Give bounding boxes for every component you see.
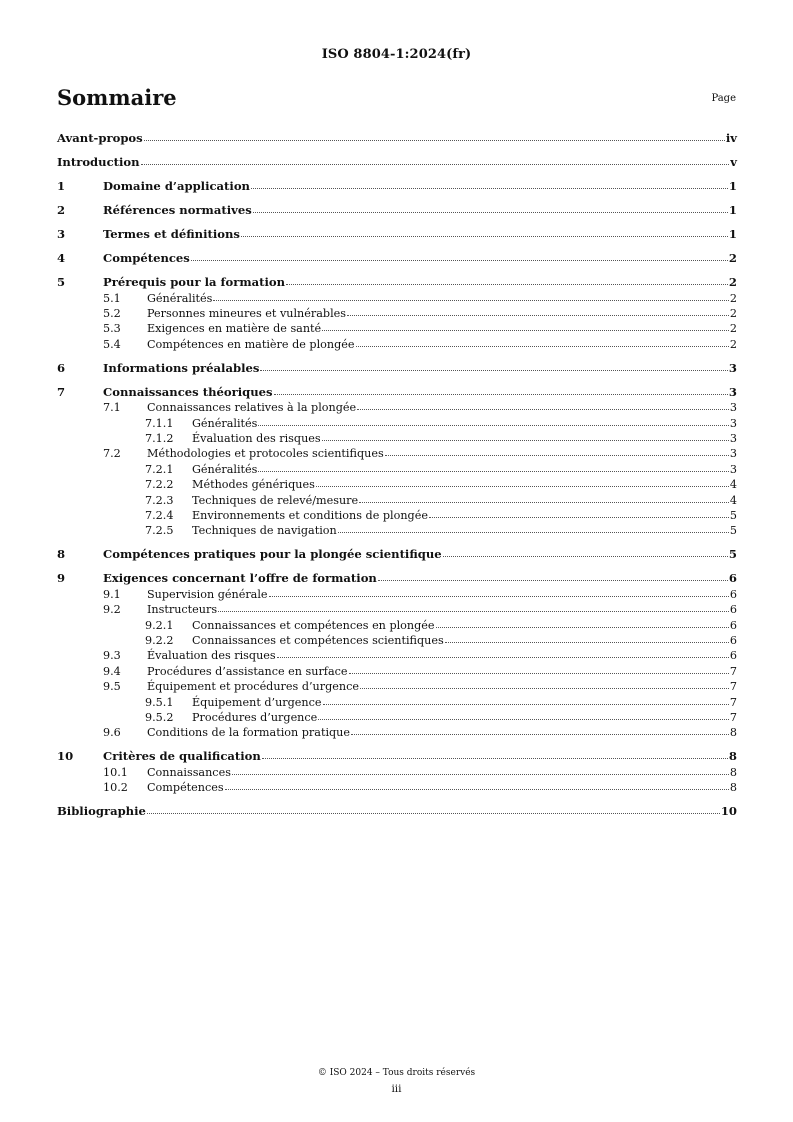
toc-entry-page[interactable]: 2	[729, 322, 737, 336]
dot-leader	[191, 259, 728, 261]
toc-entry-title[interactable]: Informations préalables	[103, 360, 260, 375]
toc-entry-page[interactable]: 3	[729, 401, 737, 415]
toc-entry[interactable]	[57, 493, 737, 508]
page-column-label: Page	[711, 93, 736, 104]
toc-entry-number: 8	[57, 547, 66, 562]
toc-entry-number: 5.1	[103, 291, 121, 305]
toc-entry-number: 9	[57, 571, 66, 586]
toc-entry-number: 7.2.4	[145, 508, 174, 522]
toc-entry-title[interactable]: Équipement et procédures d’urgence	[147, 680, 359, 694]
toc-entry-title[interactable]: Procédures d’urgence	[192, 711, 318, 725]
dot-leader	[316, 485, 729, 487]
toc-entry-page[interactable]: 1	[728, 179, 737, 193]
toc-entry-title[interactable]: Domaine d’application	[103, 179, 250, 193]
toc-entry[interactable]	[57, 306, 737, 321]
toc-entry[interactable]	[57, 361, 737, 377]
toc-entry-page[interactable]: 6	[729, 587, 737, 601]
toc-entry[interactable]	[57, 679, 737, 694]
toc-entry-title[interactable]: Compétences	[147, 781, 224, 795]
toc-entry-page[interactable]: 1	[728, 203, 737, 217]
toc-entry-title[interactable]: Compétences pratiques pour la plongée scientifique	[103, 547, 442, 562]
dot-leader	[378, 579, 728, 581]
toc-entry-title[interactable]: Techniques de relevé/mesure	[192, 493, 359, 507]
toc-entry[interactable]	[57, 446, 737, 461]
toc-entry-page[interactable]: 2	[729, 337, 737, 351]
toc-entry-title[interactable]: Instructeurs	[147, 603, 218, 617]
toc-entry-number: 3	[57, 227, 66, 241]
dot-leader	[274, 393, 728, 395]
toc-entry-page[interactable]: 2	[728, 275, 737, 289]
toc-entry-page[interactable]: 6	[729, 634, 737, 647]
dot-leader	[258, 424, 728, 426]
toc-entry-number: 9.4	[103, 664, 121, 678]
dot-leader	[429, 516, 729, 518]
toc-entry[interactable]	[57, 780, 737, 795]
toc-entry-number: 9.2	[103, 603, 121, 617]
page-title: Sommaire	[57, 85, 177, 110]
dot-leader	[277, 656, 729, 658]
toc-entry-title[interactable]: Connaissances et compétences scientifiques	[192, 634, 444, 647]
toc-entry-number: 7.1.2	[145, 431, 174, 445]
toc-entry[interactable]	[57, 571, 737, 587]
toc-entry-page[interactable]: 6	[729, 603, 737, 617]
toc-entry-number: 5.2	[103, 306, 121, 320]
toc-entry-page[interactable]: 3	[729, 447, 737, 461]
toc-entry[interactable]	[57, 633, 737, 648]
toc-entry-page[interactable]: 3	[728, 360, 737, 375]
table-of-contents	[57, 131, 737, 820]
toc-entry-number: 9.1	[103, 587, 121, 601]
toc-entry-title[interactable]: Bibliographie	[57, 804, 146, 819]
toc-entry-number: 9.5.1	[145, 695, 174, 709]
toc-entry-title[interactable]: Évaluation des risques	[147, 649, 276, 663]
dot-leader	[213, 299, 728, 301]
dot-leader	[443, 555, 728, 557]
toc-entry[interactable]	[57, 462, 737, 477]
toc-entry-title[interactable]: Équipement d’urgence	[192, 695, 322, 709]
toc-entry[interactable]	[57, 695, 737, 710]
dot-leader	[232, 773, 729, 775]
toc-entry[interactable]	[57, 664, 737, 679]
dot-leader	[347, 314, 729, 316]
toc-entry-page[interactable]: 8	[728, 749, 737, 764]
dot-leader	[147, 812, 720, 814]
toc-entry[interactable]	[57, 765, 737, 780]
toc-entry[interactable]	[57, 385, 737, 401]
toc-entry-title[interactable]: Connaissances relatives à la plongée	[147, 401, 357, 415]
toc-entry-page[interactable]: 4	[729, 478, 737, 492]
dot-leader	[385, 454, 729, 456]
dot-leader	[262, 757, 728, 759]
toc-entry-title[interactable]: Exigences en matière de santé	[147, 322, 322, 336]
toc-entry-title[interactable]: Généralités	[192, 462, 258, 476]
dot-leader	[225, 788, 729, 790]
toc-entry-title[interactable]: Connaissances et compétences en plongée	[192, 618, 435, 632]
dot-leader	[322, 329, 729, 331]
page-number: iii	[391, 1083, 402, 1095]
toc-entry-page[interactable]: 6	[729, 618, 737, 632]
toc-entry-number: 5.3	[103, 322, 121, 336]
toc-entry-title[interactable]: Compétences	[103, 251, 190, 265]
toc-entry[interactable]	[57, 602, 737, 617]
toc-entry-number: 9.5.2	[145, 711, 174, 725]
toc-entry-page[interactable]: 7	[729, 680, 737, 694]
toc-entry-page[interactable]: 7	[729, 664, 737, 678]
toc-entry-number: 7.2.1	[145, 462, 174, 476]
toc-entry-page[interactable]: 3	[729, 416, 737, 430]
toc-entry[interactable]	[57, 648, 737, 663]
toc-entry[interactable]	[57, 400, 737, 415]
toc-entry[interactable]	[57, 547, 737, 563]
toc-entry-title[interactable]: Procédures d’assistance en surface	[147, 664, 348, 678]
dot-leader	[269, 595, 729, 597]
document-id: ISO 8804-1:2024(fr)	[321, 47, 472, 62]
toc-entry[interactable]	[57, 804, 737, 820]
toc-entry[interactable]	[57, 725, 737, 740]
copyright-footer: © ISO 2024 – Tous droits réservés	[317, 1068, 476, 1078]
toc-entry[interactable]	[57, 710, 737, 725]
toc-entry-title[interactable]: Critères de qualification	[103, 749, 261, 764]
toc-entry[interactable]	[57, 251, 737, 267]
toc-entry-title[interactable]: Compétences en matière de plongée	[147, 337, 355, 351]
toc-entry[interactable]	[57, 749, 737, 765]
toc-entry-page[interactable]: 3	[729, 462, 737, 476]
toc-entry-number: 1	[57, 179, 66, 193]
toc-entry-page[interactable]: 3	[728, 384, 737, 399]
toc-entry-page[interactable]: 2	[728, 251, 737, 265]
toc-entry[interactable]	[57, 431, 737, 446]
dot-leader	[286, 283, 728, 285]
toc-entry-title[interactable]: Environnements et conditions de plongée	[192, 508, 428, 522]
toc-entry-number: 7.2.3	[145, 493, 174, 507]
toc-entry[interactable]	[57, 416, 737, 431]
dot-leader	[241, 235, 728, 237]
dot-leader	[260, 369, 728, 371]
toc-entry-number: 7.1.1	[145, 416, 174, 430]
toc-entry[interactable]	[57, 131, 737, 147]
toc-entry[interactable]	[57, 155, 737, 171]
toc-entry-page[interactable]: 7	[729, 711, 737, 725]
toc-entry-number: 7.2.5	[145, 524, 174, 538]
toc-entry[interactable]	[57, 618, 737, 633]
toc-entry-number: 5	[57, 275, 66, 289]
toc-entry-page[interactable]: iv	[725, 131, 737, 145]
dot-leader	[436, 626, 729, 628]
toc-entry-number: 10	[57, 749, 74, 764]
dot-leader	[218, 610, 729, 612]
toc-entry[interactable]	[57, 523, 737, 538]
toc-entry[interactable]	[57, 203, 737, 219]
toc-entry[interactable]	[57, 275, 737, 291]
toc-entry[interactable]	[57, 227, 737, 243]
toc-entry[interactable]	[57, 587, 737, 602]
toc-entry-page[interactable]: v	[730, 155, 737, 169]
toc-entry-page[interactable]: 8	[729, 765, 737, 779]
dot-leader	[144, 139, 725, 141]
toc-entry-number: 6	[57, 360, 66, 375]
toc-entry-page[interactable]: 8	[729, 781, 737, 795]
toc-entry-title[interactable]: Conditions de la formation pratique	[147, 726, 351, 740]
toc-entry-title[interactable]: Techniques de navigation	[192, 524, 337, 538]
toc-entry-title[interactable]: Avant-propos	[57, 131, 143, 145]
toc-entry[interactable]	[57, 337, 737, 352]
toc-entry-page[interactable]: 6	[728, 571, 737, 586]
toc-entry-number: 4	[57, 251, 66, 265]
toc-entry[interactable]	[57, 321, 737, 336]
toc-entry-title[interactable]: Méthodologies et protocoles scientifiques	[147, 447, 384, 461]
dot-leader	[360, 687, 729, 689]
toc-entry-number: 9.3	[103, 649, 121, 663]
toc-entry-title[interactable]: Personnes mineures et vulnérables	[147, 306, 347, 320]
dot-leader	[338, 531, 729, 533]
toc-entry-title[interactable]: Généralités	[147, 291, 213, 305]
toc-entry-number: 10.2	[103, 781, 128, 795]
toc-entry-number: 7.2.2	[145, 478, 174, 492]
dot-leader	[356, 345, 729, 347]
toc-entry-page[interactable]: 5	[729, 508, 737, 522]
toc-entry-page[interactable]: 5	[728, 547, 737, 562]
toc-entry[interactable]	[57, 477, 737, 492]
dot-leader	[351, 733, 729, 735]
toc-entry-title[interactable]: Exigences concernant l’offre de formation	[103, 571, 377, 586]
toc-entry-title[interactable]: Évaluation des risques	[192, 431, 321, 445]
dot-leader	[141, 163, 730, 165]
toc-entry-page[interactable]: 8	[729, 726, 737, 740]
toc-entry-number: 7.1	[103, 401, 121, 415]
toc-entry-number: 9.2.1	[145, 618, 174, 632]
toc-entry-page[interactable]: 5	[729, 524, 737, 538]
toc-entry-title[interactable]: Connaissances théoriques	[103, 384, 273, 399]
toc-entry-number: 9.6	[103, 726, 121, 740]
toc-entry-number: 2	[57, 203, 66, 217]
dot-leader	[349, 672, 729, 674]
toc-entry-title[interactable]: Références normatives	[103, 203, 252, 217]
toc-entry-number: 9.2.2	[145, 634, 174, 647]
toc-entry-title[interactable]: Introduction	[57, 155, 140, 169]
toc-entry-title[interactable]: Supervision générale	[147, 587, 268, 601]
dot-leader	[258, 470, 728, 472]
toc-entry-page[interactable]: 7	[729, 695, 737, 709]
dot-leader	[357, 408, 729, 410]
toc-entry-page[interactable]: 3	[729, 431, 737, 445]
toc-entry-page[interactable]: 2	[729, 306, 737, 320]
toc-entry[interactable]	[57, 291, 737, 306]
dot-leader	[318, 718, 729, 720]
toc-entry-page[interactable]: 10	[720, 804, 737, 819]
toc-entry-title[interactable]: Termes et définitions	[103, 227, 240, 241]
toc-entry-number: 9.5	[103, 680, 121, 694]
toc-entry-number: 5.4	[103, 337, 121, 351]
toc-entry-number: 7.2	[103, 447, 121, 461]
toc-entry[interactable]	[57, 508, 737, 523]
toc-entry-number: 10.1	[103, 765, 128, 779]
dot-leader	[323, 703, 729, 705]
toc-entry-page[interactable]: 1	[728, 227, 737, 241]
dot-leader	[359, 501, 729, 503]
toc-entry[interactable]	[57, 179, 737, 195]
toc-entry-number: 7	[57, 384, 66, 399]
toc-entry-page[interactable]: 2	[729, 291, 737, 305]
dot-leader	[253, 211, 728, 213]
dot-leader	[322, 439, 729, 441]
toc-entry-title[interactable]: Méthodes génériques	[192, 478, 315, 492]
dot-leader	[445, 641, 729, 643]
toc-entry-title[interactable]: Généralités	[192, 416, 258, 430]
toc-entry-page[interactable]: 4	[729, 493, 737, 507]
toc-entry-title[interactable]: Prérequis pour la formation	[103, 275, 286, 289]
dot-leader	[251, 187, 728, 189]
toc-entry-title[interactable]: Connaissances	[147, 765, 231, 779]
toc-entry-page[interactable]: 6	[729, 649, 737, 663]
